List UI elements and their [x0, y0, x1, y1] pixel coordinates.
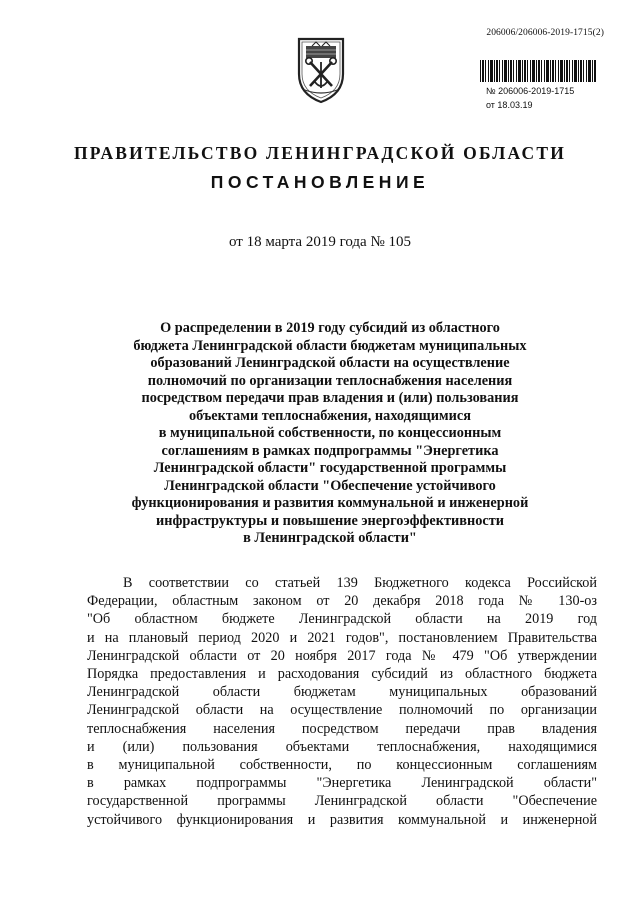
body-line: устойчивого функционирования и развития коммунальной и инженерной [87, 811, 597, 828]
barcode [480, 60, 596, 82]
body-line: в рамках подпрограммы "Энергетика Ленинградской области" [87, 775, 597, 792]
subject-line: бюджета Ленинградской области бюджетам муниципальных [133, 337, 527, 354]
government-title: ПРАВИТЕЛЬСТВО ЛЕНИНГРАДСКОЙ ОБЛАСТИ [73, 143, 567, 163]
subject-line: образований Ленинградской области на осуществление [150, 355, 510, 371]
body-line: Ленинградской области на осуществление полномочий по организации [87, 702, 597, 719]
body-line: Порядка предоставления и расходования субсидий из областного бюджета [87, 666, 597, 683]
body-paragraph [87, 574, 597, 829]
subject-line: в муниципальной собственности, по концессионным [158, 425, 502, 441]
subject-line: О распределении в 2019 году субсидий из областного [160, 320, 500, 336]
decree-subject [100, 320, 560, 548]
registration-date: от 18.03.19 [486, 100, 533, 110]
body-line: и (или) пользования объектами теплоснабжения, находящимися [87, 738, 597, 755]
body-line: Ленинградской области от 20 ноября 2017 года № 479 "Об утверждении [87, 647, 597, 664]
document-code: 206006/206006-2019-1715(2) [486, 28, 604, 38]
body-line: В соответствии со статьей 139 Бюджетного кодекса Российской [123, 575, 597, 591]
subject-line: в Ленинградской области" [243, 530, 417, 546]
subject-line: Ленинградской области "Обеспечение устойчивого [164, 477, 496, 494]
body-line: Федерации, областным законом от 20 декабря 2018 года № 130-оз [87, 593, 597, 610]
subject-line: инфраструктуры и повышение энергоэффективности [156, 512, 504, 529]
body-line: "Об областном бюджете Ленинградской области на 2019 год [87, 611, 597, 628]
body-line: теплоснабжения населения посредством передачи прав владения [87, 720, 597, 737]
body-line: в муниципальной собственности, по концессионным соглашениям [87, 757, 597, 774]
subject-line: соглашениям в рамках подпрограммы "Энергетика [161, 442, 499, 459]
decree-date-number: от 18 марта 2019 года № 105 [228, 234, 412, 250]
subject-line: посредством передачи прав владения и (или) пользования [141, 390, 519, 406]
decree-title: ПОСТАНОВЛЕНИЕ [210, 172, 430, 192]
body-line: Ленинградской области бюджетам муниципальных образований [87, 684, 597, 701]
registration-number: № 206006-2019-1715 [486, 86, 575, 96]
coat-of-arms-icon [294, 36, 348, 104]
subject-line: объектами теплоснабжения, находящимися [189, 407, 471, 424]
body-line: государственной программы Ленинградской области "Обеспечение [87, 793, 597, 810]
subject-line: функционирования и развития коммунальной и инженерной [131, 495, 529, 511]
subject-line: полномочий по организации теплоснабжения населения [147, 372, 513, 389]
subject-line: Ленинградской области" государственной программы [153, 460, 507, 476]
body-line: и на плановый период 2020 и 2021 годов", постановлением Правительства [87, 629, 597, 646]
